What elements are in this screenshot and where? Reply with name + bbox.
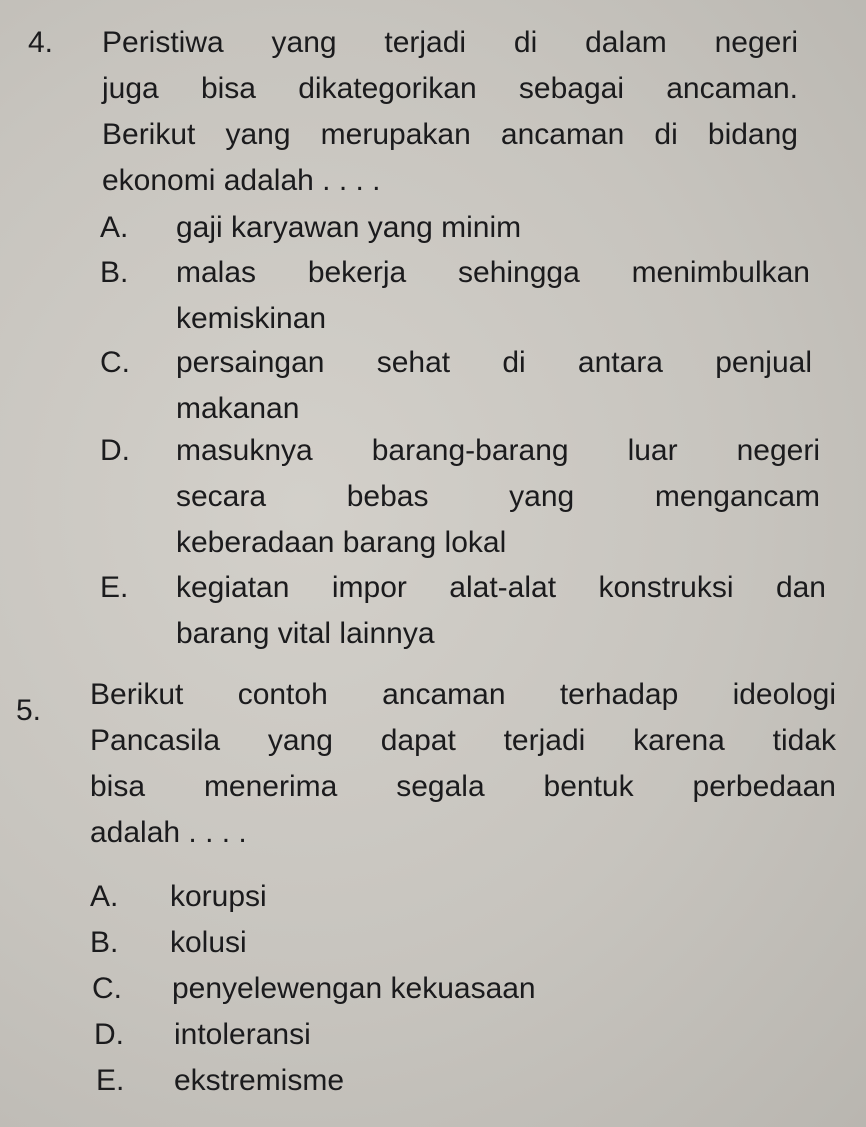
option-letter: A. xyxy=(100,211,129,244)
question-number: 5. xyxy=(16,694,42,727)
option-letter: B. xyxy=(100,256,129,289)
option-letter: A. xyxy=(90,880,119,913)
stem-line: bisa menerima segala bentuk perbedaan xyxy=(90,770,836,803)
stem-line: ekonomi adalah . . . . xyxy=(102,164,381,197)
option-text: kolusi xyxy=(170,926,247,959)
option-text: persaingan sehat di antara penjual xyxy=(176,346,812,379)
option-text: malas bekerja sehingga menimbulkan xyxy=(176,256,810,289)
option-text: barang vital lainnya xyxy=(176,617,435,650)
stem-line: Berikut yang merupakan ancaman di bidang xyxy=(102,118,798,151)
option-letter: C. xyxy=(100,346,130,379)
question-stem xyxy=(102,20,798,204)
option-letter: E. xyxy=(100,571,129,604)
stem-line: juga bisa dikategorikan sebagai ancaman. xyxy=(102,72,798,105)
option-text: ekstremisme xyxy=(174,1064,345,1097)
option-text: keberadaan barang lokal xyxy=(176,526,507,559)
option-text: makanan xyxy=(176,392,300,425)
option-text: korupsi xyxy=(170,880,267,913)
option-letter: D. xyxy=(94,1018,124,1051)
option-text: intoleransi xyxy=(174,1018,311,1051)
stem-line: Peristiwa yang terjadi di dalam negeri xyxy=(102,26,798,59)
option-letter: E. xyxy=(96,1064,125,1097)
stem-line: Berikut contoh ancaman terhadap ideologi xyxy=(90,678,836,711)
option-letter: D. xyxy=(100,434,130,467)
question-number: 4. xyxy=(28,26,54,59)
option-letter: C. xyxy=(92,972,122,1005)
option-text: gaji karyawan yang minim xyxy=(176,211,522,244)
stem-line: adalah . . . . xyxy=(90,816,247,849)
option-letter: B. xyxy=(90,926,119,959)
option-text: secara bebas yang mengancam xyxy=(176,480,820,513)
option-text: penyelewengan kekuasaan xyxy=(172,972,536,1005)
option-text: kemiskinan xyxy=(176,302,327,335)
option-text: masuknya barang-barang luar negeri xyxy=(176,434,820,467)
stem-line: Pancasila yang dapat terjadi karena tidak xyxy=(90,724,836,757)
question-stem xyxy=(90,672,836,856)
option-text: kegiatan impor alat-alat konstruksi dan xyxy=(176,571,826,604)
